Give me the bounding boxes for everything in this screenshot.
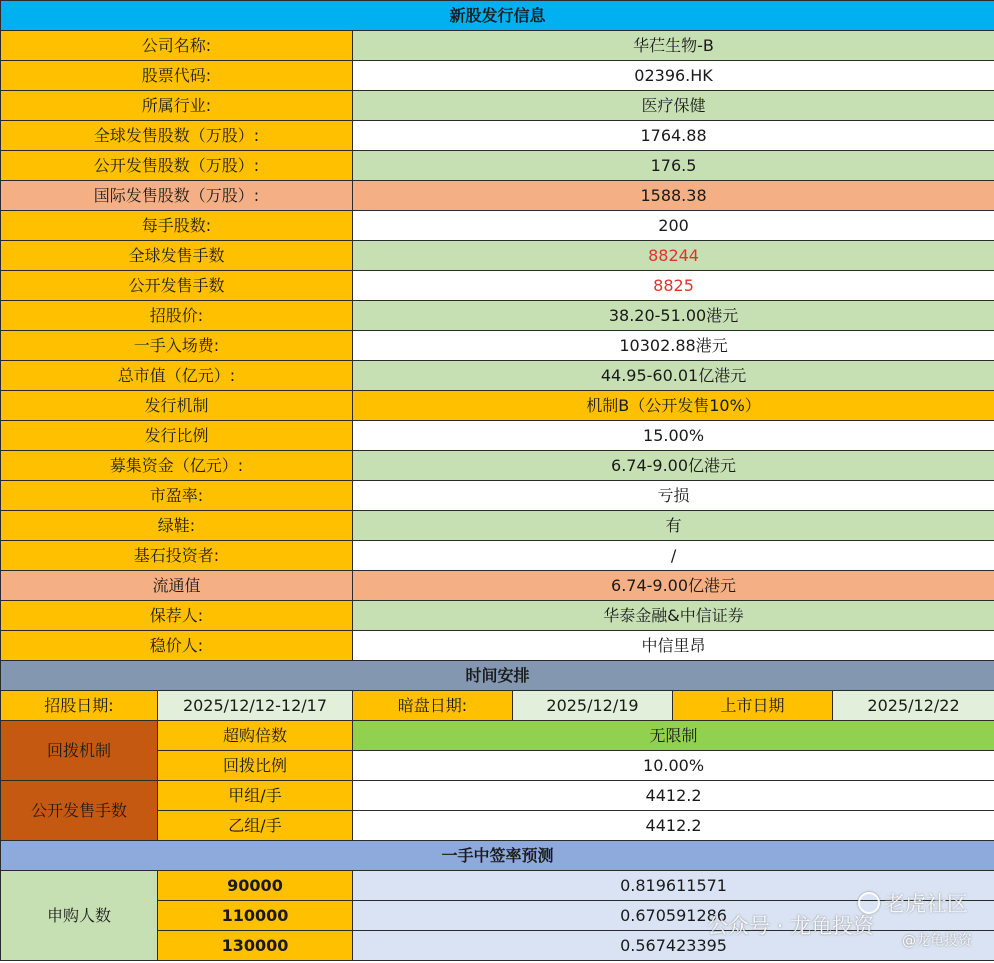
info-value: /	[353, 541, 994, 571]
info-label: 流通值	[1, 571, 353, 601]
watermark-account: 公众号 · 龙龟投资	[707, 914, 875, 938]
applicants-count: 110000	[158, 901, 353, 931]
prediction-row	[1, 871, 994, 901]
oversubscription-label: 超购倍数	[158, 721, 353, 751]
grey-market-date-label: 暗盘日期:	[353, 691, 513, 721]
watermark-handle: @龙龟投资	[902, 933, 972, 949]
info-label: 全球发售手数	[1, 241, 353, 271]
info-value: 中信里昂	[353, 631, 994, 661]
group-b-label: 乙组/手	[158, 811, 353, 841]
info-value: 华泰金融&中信证券	[353, 601, 994, 631]
info-value: 亏损	[353, 481, 994, 511]
info-value: 机制B（公开发售10%）	[353, 391, 994, 421]
info-value: 医疗保健	[353, 91, 994, 121]
group-a-value: 4412.2	[353, 781, 994, 811]
public-lots-label: 公开发售手数	[1, 781, 158, 841]
info-row	[1, 331, 994, 361]
schedule-header-row	[1, 661, 994, 691]
clawback-label: 回拨机制	[1, 721, 158, 781]
allotment-rate: 0.819611571	[353, 871, 994, 901]
allotment-rate: 0.567423395	[353, 931, 994, 961]
info-row	[1, 241, 994, 271]
prediction-title: 一手中签率预测	[1, 841, 994, 871]
clawback-ratio-label: 回拨比例	[158, 751, 353, 781]
info-row	[1, 211, 994, 241]
schedule-title: 时间安排	[1, 661, 994, 691]
subscribe-date-label: 招股日期:	[1, 691, 158, 721]
info-label: 国际发售股数（万股）:	[1, 181, 353, 211]
info-row	[1, 421, 994, 451]
info-label: 市盈率:	[1, 481, 353, 511]
info-row	[1, 301, 994, 331]
info-label: 发行机制	[1, 391, 353, 421]
applicants-count: 130000	[158, 931, 353, 961]
info-value: 38.20-51.00港元	[353, 301, 994, 331]
info-row	[1, 391, 994, 421]
info-row	[1, 271, 994, 301]
info-value: 1764.88	[353, 121, 994, 151]
info-row	[1, 361, 994, 391]
listing-date-label: 上市日期	[673, 691, 833, 721]
info-row	[1, 481, 994, 511]
public-lots-row	[1, 781, 994, 811]
group-b-value: 4412.2	[353, 811, 994, 841]
info-row	[1, 61, 994, 91]
info-label: 保荐人:	[1, 601, 353, 631]
info-row	[1, 31, 994, 61]
applicants-label: 申购人数	[1, 871, 158, 961]
info-row	[1, 601, 994, 631]
info-row	[1, 451, 994, 481]
subscribe-date-value: 2025/12/12-12/17	[158, 691, 353, 721]
info-label: 所属行业:	[1, 91, 353, 121]
info-label: 招股价:	[1, 301, 353, 331]
header-row	[1, 1, 994, 31]
info-label: 募集资金（亿元）:	[1, 451, 353, 481]
info-label: 绿鞋:	[1, 511, 353, 541]
info-value: 1588.38	[353, 181, 994, 211]
info-label: 一手入场费:	[1, 331, 353, 361]
info-row	[1, 121, 994, 151]
listing-date-value: 2025/12/22	[833, 691, 994, 721]
info-label: 发行比例	[1, 421, 353, 451]
info-label: 公开发售股数（万股）:	[1, 151, 353, 181]
clawback-row	[1, 721, 994, 751]
info-label: 全球发售股数（万股）:	[1, 121, 353, 151]
info-value: 200	[353, 211, 994, 241]
sheet-title: 新股发行信息	[1, 1, 994, 31]
info-value: 02396.HK	[353, 61, 994, 91]
info-label: 股票代码:	[1, 61, 353, 91]
info-row	[1, 631, 994, 661]
info-value: 有	[353, 511, 994, 541]
info-label: 总市值（亿元）:	[1, 361, 353, 391]
allotment-rate: 0.670591286	[353, 901, 994, 931]
info-label: 公开发售手数	[1, 271, 353, 301]
info-value: 176.5	[353, 151, 994, 181]
clawback-ratio-value: 10.00%	[353, 751, 994, 781]
info-label: 每手股数:	[1, 211, 353, 241]
info-label: 稳价人:	[1, 631, 353, 661]
info-row	[1, 151, 994, 181]
info-row	[1, 181, 994, 211]
group-a-label: 甲组/手	[158, 781, 353, 811]
watermark-community: 老虎社区	[858, 888, 968, 918]
prediction-header-row	[1, 841, 994, 871]
info-row	[1, 511, 994, 541]
info-row	[1, 571, 994, 601]
applicants-count: 90000	[158, 871, 353, 901]
info-value: 88244	[353, 241, 994, 271]
grey-market-date-value: 2025/12/19	[513, 691, 673, 721]
oversubscription-value: 无限制	[353, 721, 994, 751]
info-value: 6.74-9.00亿港元	[353, 571, 994, 601]
info-value: 6.74-9.00亿港元	[353, 451, 994, 481]
info-label: 公司名称:	[1, 31, 353, 61]
info-value: 华芢生物-B	[353, 31, 994, 61]
info-value: 15.00%	[353, 421, 994, 451]
schedule-row	[1, 691, 994, 721]
info-row	[1, 91, 994, 121]
info-value: 8825	[353, 271, 994, 301]
info-value: 44.95-60.01亿港元	[353, 361, 994, 391]
info-value: 10302.88港元	[353, 331, 994, 361]
info-row	[1, 541, 994, 571]
info-label: 基石投资者:	[1, 541, 353, 571]
